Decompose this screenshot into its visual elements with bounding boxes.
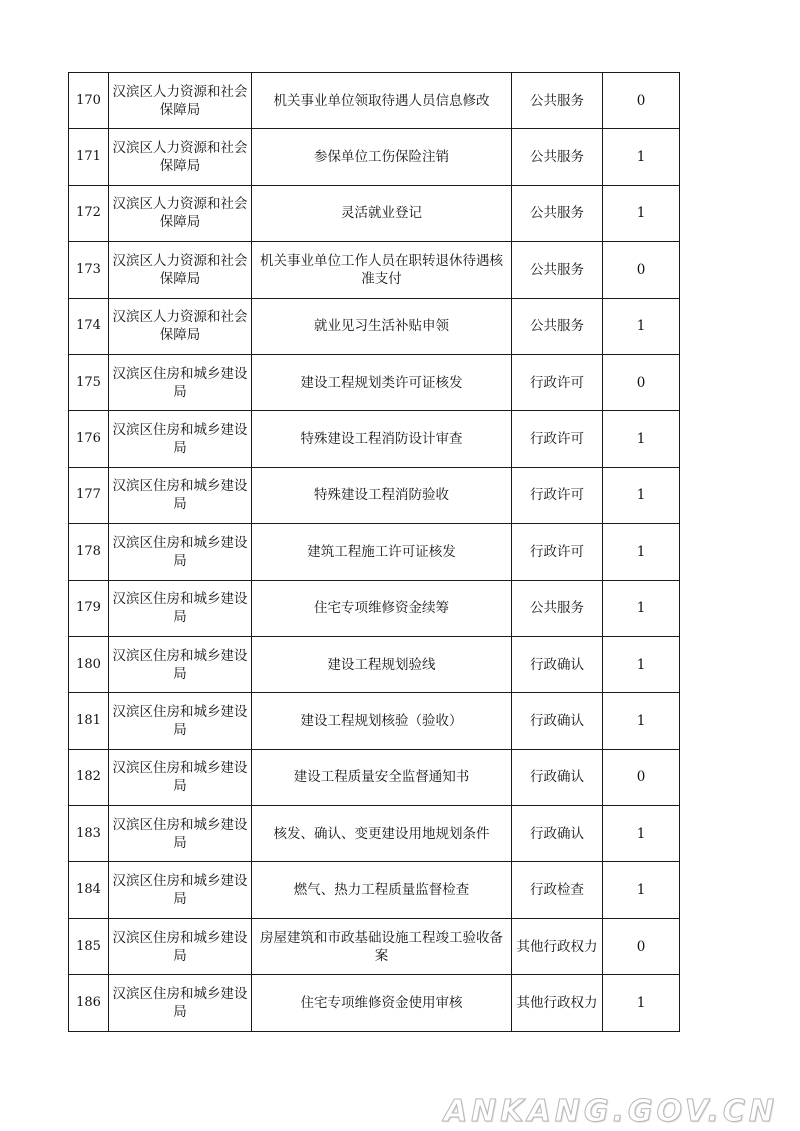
category-cell: 行政确认 xyxy=(512,636,603,692)
flag-cell: 1 xyxy=(603,580,680,636)
department-cell: 汉滨区住房和城乡建设局 xyxy=(109,467,252,523)
flag-cell: 1 xyxy=(603,185,680,241)
category-cell: 行政许可 xyxy=(512,524,603,580)
row-number: 177 xyxy=(69,467,109,523)
item-name-cell: 机关事业单位工作人员在职转退休待遇核准支付 xyxy=(252,242,512,298)
flag-cell: 1 xyxy=(603,862,680,918)
category-cell: 公共服务 xyxy=(512,129,603,185)
department-cell: 汉滨区住房和城乡建设局 xyxy=(109,749,252,805)
table-row xyxy=(69,806,680,862)
item-name-cell: 住宅专项维修资金使用审核 xyxy=(252,975,512,1031)
row-number: 172 xyxy=(69,185,109,241)
table-row xyxy=(69,580,680,636)
flag-cell: 1 xyxy=(603,411,680,467)
category-cell: 行政确认 xyxy=(512,806,603,862)
flag-cell: 0 xyxy=(603,354,680,410)
department-cell: 汉滨区住房和城乡建设局 xyxy=(109,636,252,692)
department-cell: 汉滨区住房和城乡建设局 xyxy=(109,975,252,1031)
row-number: 173 xyxy=(69,242,109,298)
item-name-cell: 机关事业单位领取待遇人员信息修改 xyxy=(252,73,512,129)
flag-cell: 0 xyxy=(603,73,680,129)
category-cell: 行政许可 xyxy=(512,411,603,467)
department-cell: 汉滨区住房和城乡建设局 xyxy=(109,918,252,974)
category-cell: 行政确认 xyxy=(512,693,603,749)
flag-cell: 1 xyxy=(603,806,680,862)
category-cell: 行政许可 xyxy=(512,354,603,410)
item-name-cell: 核发、确认、变更建设用地规划条件 xyxy=(252,806,512,862)
flag-cell: 0 xyxy=(603,918,680,974)
department-cell: 汉滨区住房和城乡建设局 xyxy=(109,862,252,918)
category-cell: 公共服务 xyxy=(512,242,603,298)
department-cell: 汉滨区人力资源和社会保障局 xyxy=(109,298,252,354)
flag-cell: 1 xyxy=(603,975,680,1031)
table-row xyxy=(69,411,680,467)
row-number: 174 xyxy=(69,298,109,354)
department-cell: 汉滨区人力资源和社会保障局 xyxy=(109,129,252,185)
table-row xyxy=(69,467,680,523)
flag-cell: 0 xyxy=(603,242,680,298)
row-number: 175 xyxy=(69,354,109,410)
service-items-table xyxy=(68,72,680,1032)
row-number: 179 xyxy=(69,580,109,636)
category-cell: 公共服务 xyxy=(512,298,603,354)
flag-cell: 1 xyxy=(603,298,680,354)
item-name-cell: 燃气、热力工程质量监督检查 xyxy=(252,862,512,918)
row-number: 178 xyxy=(69,524,109,580)
table-row xyxy=(69,185,680,241)
row-number: 171 xyxy=(69,129,109,185)
item-name-cell: 建设工程规划核验（验收） xyxy=(252,693,512,749)
row-number: 183 xyxy=(69,806,109,862)
table-row xyxy=(69,354,680,410)
department-cell: 汉滨区人力资源和社会保障局 xyxy=(109,242,252,298)
table-row xyxy=(69,862,680,918)
department-cell: 汉滨区人力资源和社会保障局 xyxy=(109,185,252,241)
item-name-cell: 特殊建设工程消防验收 xyxy=(252,467,512,523)
item-name-cell: 就业见习生活补贴申领 xyxy=(252,298,512,354)
category-cell: 公共服务 xyxy=(512,185,603,241)
flag-cell: 0 xyxy=(603,749,680,805)
item-name-cell: 建设工程规划验线 xyxy=(252,636,512,692)
department-cell: 汉滨区住房和城乡建设局 xyxy=(109,693,252,749)
row-number: 170 xyxy=(69,73,109,129)
row-number: 184 xyxy=(69,862,109,918)
flag-cell: 1 xyxy=(603,636,680,692)
category-cell: 行政许可 xyxy=(512,467,603,523)
item-name-cell: 特殊建设工程消防设计审查 xyxy=(252,411,512,467)
category-cell: 其他行政权力 xyxy=(512,975,603,1031)
department-cell: 汉滨区住房和城乡建设局 xyxy=(109,354,252,410)
row-number: 176 xyxy=(69,411,109,467)
row-number: 182 xyxy=(69,749,109,805)
item-name-cell: 建设工程规划类许可证核发 xyxy=(252,354,512,410)
table-row xyxy=(69,636,680,692)
item-name-cell: 住宅专项维修资金续筹 xyxy=(252,580,512,636)
category-cell: 公共服务 xyxy=(512,580,603,636)
row-number: 185 xyxy=(69,918,109,974)
site-watermark: ANKANG.GOV.CN xyxy=(443,1094,778,1129)
department-cell: 汉滨区人力资源和社会保障局 xyxy=(109,73,252,129)
category-cell: 行政确认 xyxy=(512,749,603,805)
table-row xyxy=(69,524,680,580)
table-row xyxy=(69,73,680,129)
table-row xyxy=(69,242,680,298)
table-row xyxy=(69,749,680,805)
row-number: 186 xyxy=(69,975,109,1031)
flag-cell: 1 xyxy=(603,524,680,580)
category-cell: 行政检查 xyxy=(512,862,603,918)
item-name-cell: 房屋建筑和市政基础设施工程竣工验收备案 xyxy=(252,918,512,974)
item-name-cell: 参保单位工伤保险注销 xyxy=(252,129,512,185)
department-cell: 汉滨区住房和城乡建设局 xyxy=(109,580,252,636)
row-number: 180 xyxy=(69,636,109,692)
department-cell: 汉滨区住房和城乡建设局 xyxy=(109,524,252,580)
department-cell: 汉滨区住房和城乡建设局 xyxy=(109,806,252,862)
table-row xyxy=(69,298,680,354)
flag-cell: 1 xyxy=(603,467,680,523)
table-row xyxy=(69,693,680,749)
item-name-cell: 灵活就业登记 xyxy=(252,185,512,241)
category-cell: 公共服务 xyxy=(512,73,603,129)
category-cell: 其他行政权力 xyxy=(512,918,603,974)
flag-cell: 1 xyxy=(603,693,680,749)
item-name-cell: 建设工程质量安全监督通知书 xyxy=(252,749,512,805)
row-number: 181 xyxy=(69,693,109,749)
table-row xyxy=(69,975,680,1031)
table-row xyxy=(69,129,680,185)
flag-cell: 1 xyxy=(603,129,680,185)
table-row xyxy=(69,918,680,974)
table-body xyxy=(69,73,680,1032)
department-cell: 汉滨区住房和城乡建设局 xyxy=(109,411,252,467)
item-name-cell: 建筑工程施工许可证核发 xyxy=(252,524,512,580)
